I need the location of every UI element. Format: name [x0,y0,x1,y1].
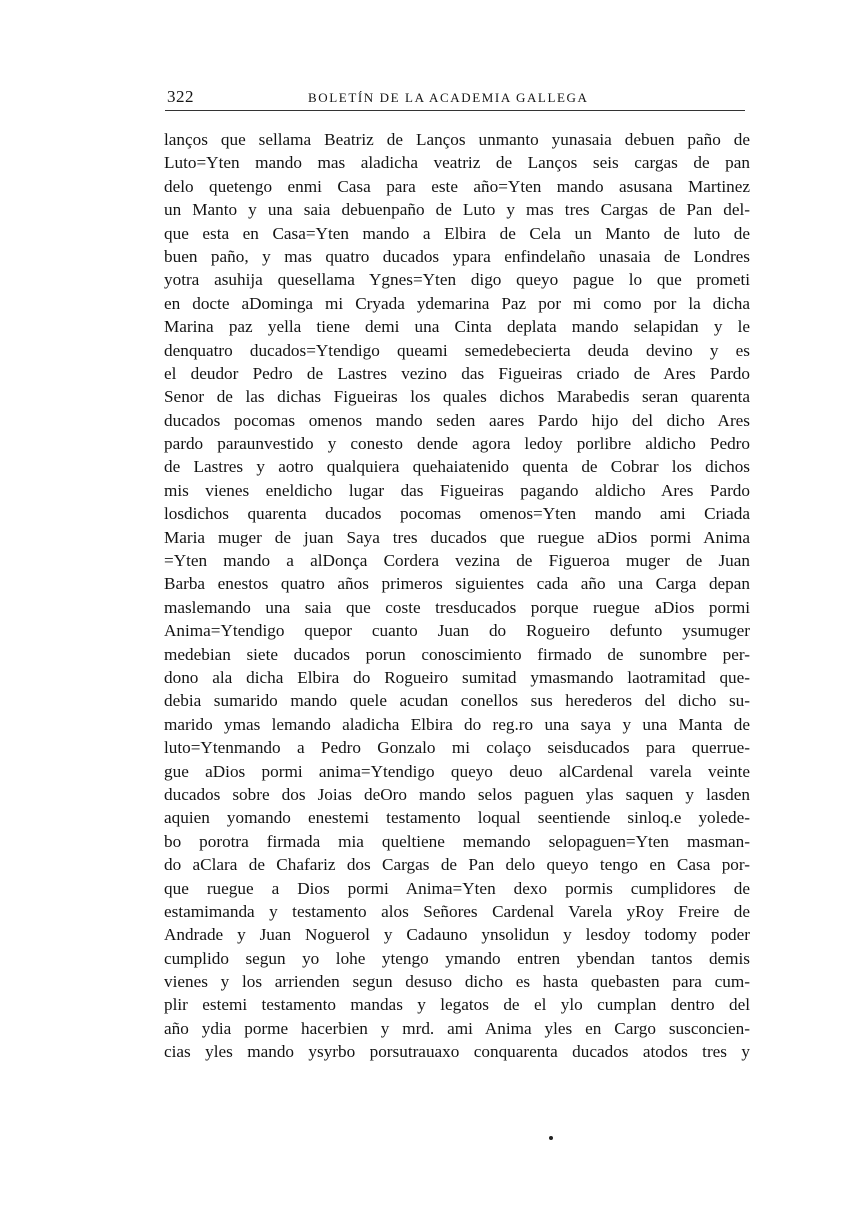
text-line: losdichos quarenta ducados pocomas omenos=Yten mando ami Criada [164,504,750,524]
text-line: maslemando una saia que coste tresducados porque ruegue aDios pormi [164,597,750,617]
print-speck [549,1136,553,1140]
text-line: cumplido segun yo lohe ytengo ymando entren ybendan tantos demis [164,948,750,968]
text-line: Luto=Yten mando mas aladicha veatriz de Lanços seis cargas de pan [164,153,750,173]
text-line: marido ymas lemando aladicha Elbira do reg.ro una saya y una Manta de [164,714,750,734]
text-line: denquatro ducados=Ytendigo queami semedebecierta deuda devino y es [164,340,750,360]
text-line: Marina paz yella tiene demi una Cinta deplata mando selapidan y le [164,317,750,337]
text-line: año ydia porme hacerbien y mrd. ami Anima yles en Cargo susconcien- [164,1018,750,1038]
text-line: Senor de las dichas Figueiras los quales dichos Marabedis seran quarenta [164,387,750,407]
text-line: do aClara de Chafariz dos Cargas de Pan delo queyo tengo en Casa por- [164,855,750,875]
text-line: plir estemi testamento mandas y legatos de el ylo cumplan dentro del [164,995,750,1015]
text-line: mis vienes eneldicho lugar das Figueiras pagando aldicho Ares Pardo [164,480,750,500]
text-line: ducados sobre dos Joias deOro mando selos paguen ylas saquen y lasden [164,784,750,804]
text-line: pardo paraunvestido y conesto dende agora ledoy porlibre aldicho Pedro [164,434,750,454]
text-line: de Lastres y aotro qualquiera quehaiatenido quenta de Cobrar los dichos [164,457,750,477]
text-line: yotra asuhija quesellama Ygnes=Yten digo queyo pague lo que prometi [164,270,750,290]
text-line: en docte aDominga mi Cryada ydemarina Paz por mi como por la dicha [164,293,750,313]
text-line: lanços que sellama Beatriz de Lanços unmanto yunasaia debuen paño de [164,130,750,149]
text-line: delo quetengo enmi Casa para este año=Yten mando asusana Martinez [164,176,750,196]
body-text [164,128,750,1064]
text-line: ducados pocomas omenos mando seden aares Pardo hijo del dicho Ares [164,410,750,430]
text-line: estamimanda y testamento alos Señores Cardenal Varela yRoy Freire de [164,901,750,921]
text-line: Barba enestos quatro años primeros siguientes cada año una Carga depan [164,574,750,594]
running-title: BOLETÍN DE LA ACADEMIA GALLEGA [308,90,589,105]
text-line: medebian siete ducados porun conoscimiento firmado de sunombre per- [164,644,750,664]
text-line: debia sumarido mando quele acudan conellos sus herederos del dicho su- [164,691,750,711]
text-line: el deudor Pedro de Lastres vezino das Figueiras criado de Ares Pardo [164,363,750,383]
page-number: 322 [167,87,194,106]
text-line: bo porotra firmada mia queltiene memando selopaguen=Yten masman- [164,831,750,851]
text-line: que esta en Casa=Yten mando a Elbira de Cela un Manto de luto de [164,223,750,243]
text-line: cias yles mando ysyrbo porsutrauaxo conquarenta ducados atodos tres y [164,1042,750,1062]
header-rule [165,110,745,111]
text-line: gue aDios pormi anima=Ytendigo queyo deuo alCardenal varela veinte [164,761,750,781]
text-line: un Manto y una saia debuenpaño de Luto y mas tres Cargas de Pan del- [164,200,750,220]
text-line: luto=Ytenmando a Pedro Gonzalo mi colaço seisducados para querrue- [164,738,750,758]
text-line: Maria muger de juan Saya tres ducados que ruegue aDios pormi Anima [164,527,750,547]
text-line: Andrade y Juan Noguerol y Cadauno ynsolidun y lesdoy todomy poder [164,925,750,945]
text-line: que ruegue a Dios pormi Anima=Yten dexo pormis cumplidores de [164,878,750,898]
text-line: dono ala dicha Elbira do Rogueiro sumitad ymasmando laotramitad que- [164,667,750,687]
text-line: aquien yomando enestemi testamento loqual seentiende sinloq.e yolede- [164,808,750,828]
text-line: Anima=Ytendigo quepor cuanto Juan do Rogueiro defunto ysumuger [164,621,750,641]
text-line: buen paño, y mas quatro ducados ypara enfindelaño unasaia de Londres [164,246,750,266]
text-line: =Yten mando a alDonça Cordera vezina de Figueroa muger de Juan [164,551,750,571]
page-header [167,87,745,109]
text-line: vienes y los arrienden segun desuso dicho es hasta quebasten para cum- [164,972,750,992]
